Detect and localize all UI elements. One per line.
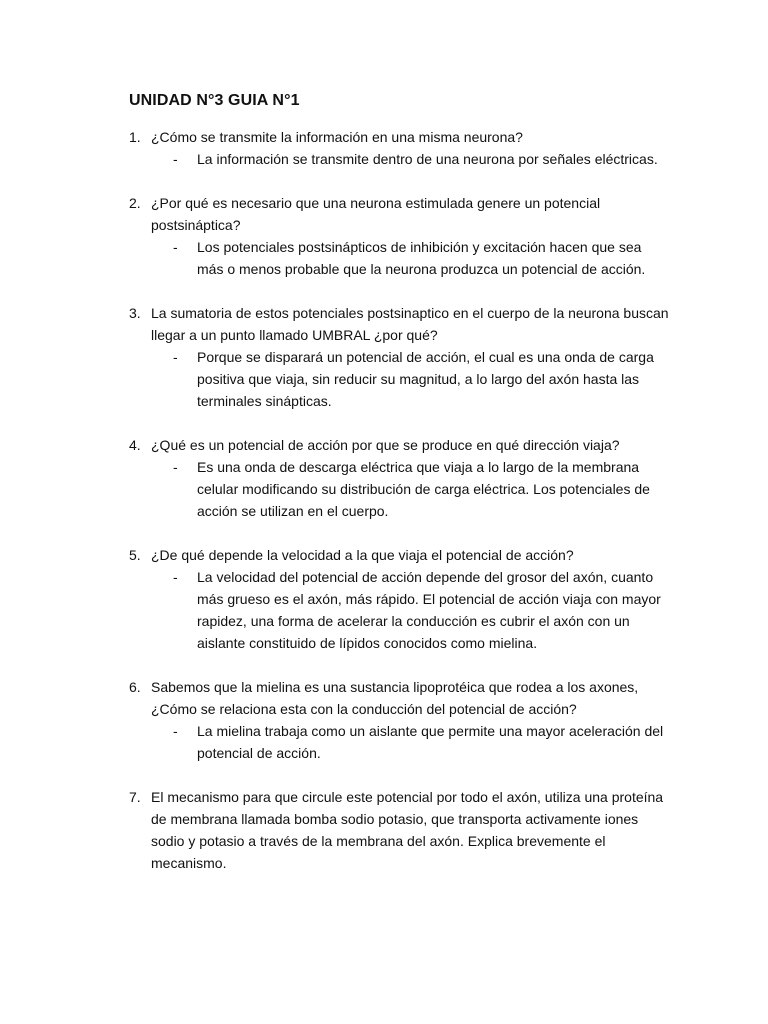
question-text: ¿Cómo se transmite la información en una misma neurona? (151, 129, 523, 145)
answer-dash: - (173, 459, 178, 475)
question-text: Sabemos que la mielina es una sustancia lipoprotéica que rodea a los axones, ¿Cómo se relaciona esta con la conducción del potencial de acción? (151, 679, 639, 717)
answer (173, 148, 669, 170)
question-number: 5. (129, 547, 141, 563)
question-number: 7. (129, 789, 141, 805)
document-title: UNIDAD N°3 GUIA N°1 (129, 92, 300, 109)
question-item-4 (129, 434, 669, 522)
question-text: ¿Por qué es necesario que una neurona estimulada genere un potencial postsináptica? (151, 195, 601, 233)
question-text: La sumatoria de estos potenciales postsinaptico en el cuerpo de la neurona buscan llegar a un punto llamado UMBRAL ¿por qué? (151, 305, 669, 343)
answer-text: La velocidad del potencial de acción depende del grosor del axón, cuanto más grueso es el axón, más rápido. El potencial de acción viaja con mayor rapidez, una forma de acelerar la conducción es cubrir el axón con un aislante constituido de lípidos conocidos como mielina. (197, 569, 661, 651)
question-item-2 (129, 192, 669, 280)
answer (173, 236, 669, 280)
answer-text: La mielina trabaja como un aislante que permite una mayor aceleración del potencial de acción. (197, 723, 664, 761)
question-number: 4. (129, 437, 141, 453)
question-number: 3. (129, 305, 141, 321)
question-list (129, 126, 669, 896)
question-item-1 (129, 126, 669, 170)
answer (173, 346, 669, 412)
question-text: El mecanismo para que circule este potencial por todo el axón, utiliza una proteína de membrana llamada bomba sodio potasio, que transporta activamente iones sodio y potasio a través de la membrana del axón. Explica brevemente el mecanismo. (151, 789, 664, 871)
answer-dash: - (173, 151, 178, 167)
question-item-3 (129, 302, 669, 412)
question-text: ¿De qué depende la velocidad a la que viaja el potencial de acción? (151, 547, 574, 563)
answer-dash: - (173, 239, 178, 255)
answer (173, 456, 669, 522)
question-item-7 (129, 786, 669, 874)
question-item-5 (129, 544, 669, 654)
question-number: 1. (129, 129, 141, 145)
answer-text: La información se transmite dentro de una neurona por señales eléctricas. (197, 151, 658, 167)
answer-dash: - (173, 569, 178, 585)
answer (173, 720, 669, 764)
answer-text: Es una onda de descarga eléctrica que viaja a lo largo de la membrana celular modificando su distribución de carga eléctrica. Los potenciales de acción se utilizan en el cuerpo. (197, 459, 650, 519)
answer-dash: - (173, 349, 178, 365)
question-number: 2. (129, 195, 141, 211)
answer (173, 566, 669, 654)
question-item-6 (129, 676, 669, 764)
question-number: 6. (129, 679, 141, 695)
answer-dash: - (173, 723, 178, 739)
question-text: ¿Qué es un potencial de acción por que se produce en qué dirección viaja? (151, 437, 620, 453)
answer-text: Los potenciales postsinápticos de inhibición y excitación hacen que sea más o menos probable que la neurona produzca un potencial de acción. (197, 239, 646, 277)
answer-text: Porque se disparará un potencial de acción, el cual es una onda de carga positiva que viaja, sin reducir su magnitud, a lo largo del axón hasta las terminales sinápticas. (197, 349, 654, 409)
